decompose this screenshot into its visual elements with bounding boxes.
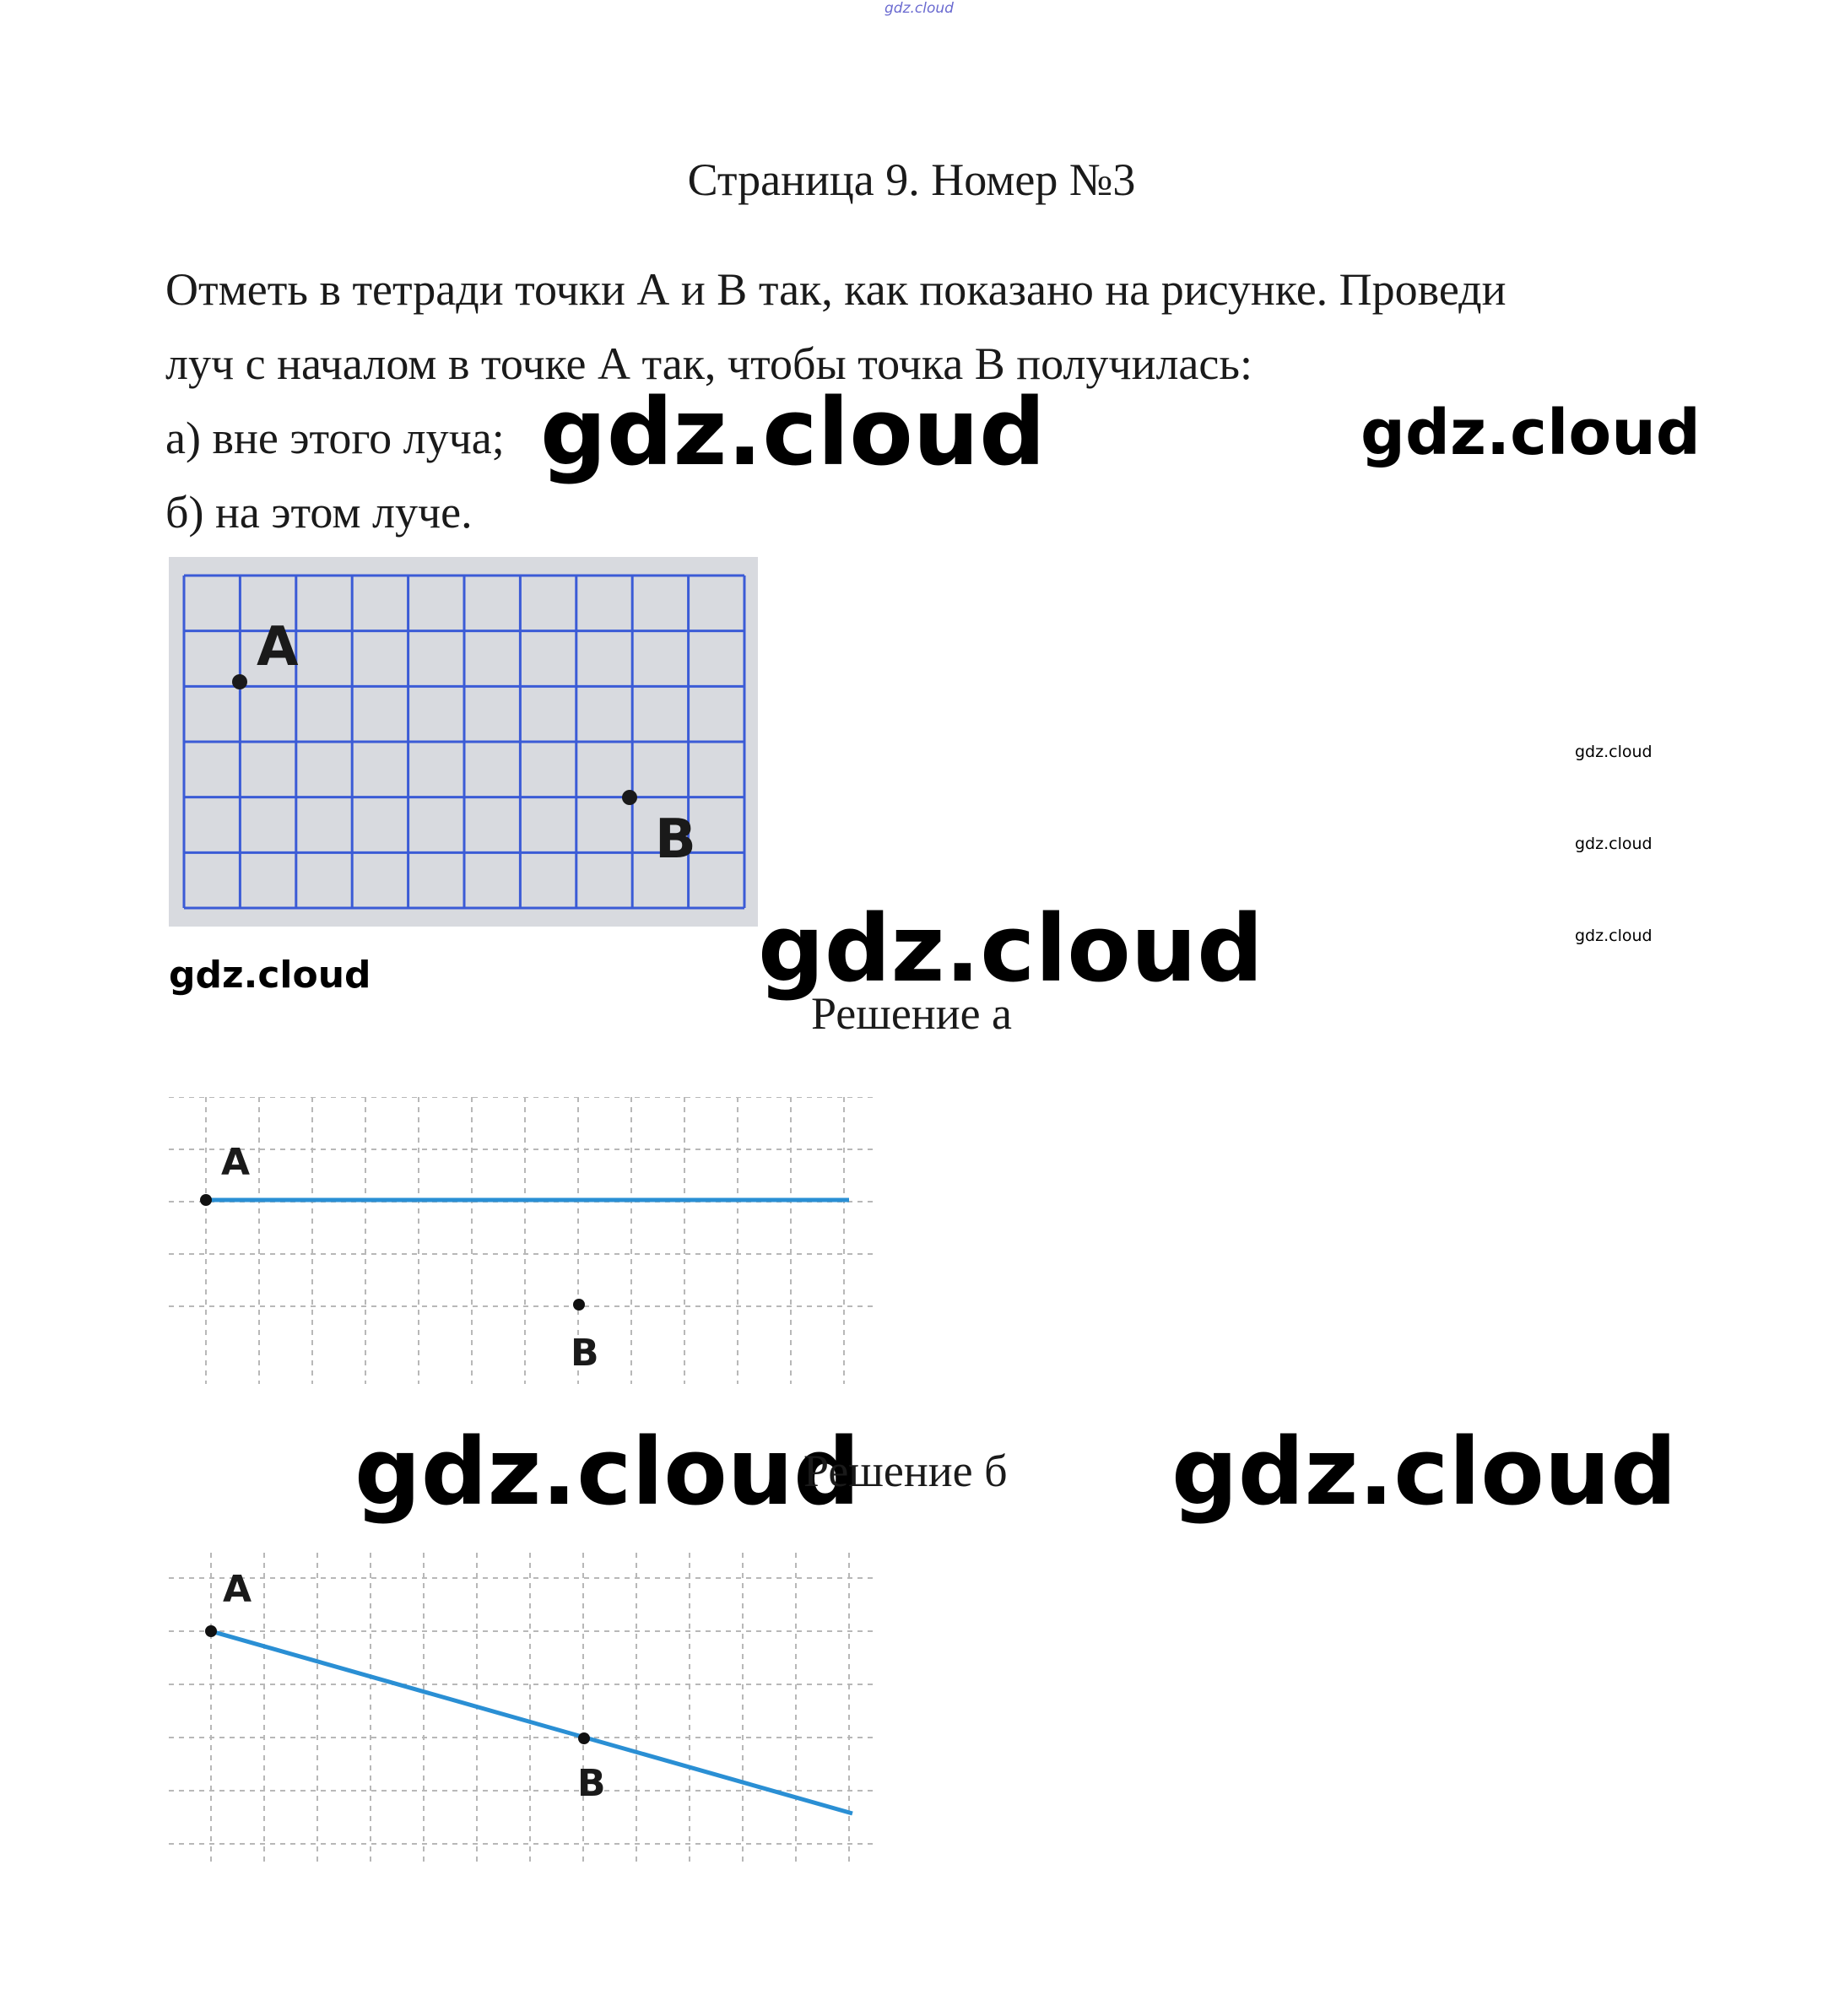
task-line-2: луч с началом в точке А так, чтобы точка В получилась: [165,338,1252,389]
watermark: gdz.cloud [758,894,1263,1003]
figure-point-a [232,674,247,689]
solution-a-title: Решение а [810,988,1013,1039]
solution-a-point-a [200,1194,212,1206]
figure-label-a: A [257,616,299,678]
watermark: gdz.cloud [354,1418,860,1526]
watermark: gdz.cloud [540,378,1046,486]
solution-b-ray [211,1631,852,1813]
solution-a-point-b [573,1299,585,1311]
watermark: gdz.cloud [169,954,371,997]
watermark: gdz.cloud [1575,743,1653,761]
solution-a-grid [169,1097,878,1384]
task-line-1: Отметь в тетради точки А и В так, как показано на рисунке. Проведи [165,264,1507,315]
solution-b-grid [169,1553,878,1865]
solution-b-title: Решение б [803,1446,1008,1496]
solution-a-diagram [169,1097,878,1392]
solution-a-label-b: B [571,1332,599,1375]
page-title: Страница 9. Номер №3 [687,154,1136,205]
solution-b-point-b [578,1732,590,1744]
solution-b-diagram [169,1553,878,1873]
solution-a-label-a: A [221,1141,251,1184]
watermark: gdz.cloud [1575,927,1653,945]
figure-point-b [622,790,637,805]
header-watermark: gdz.cloud [884,0,954,17]
task-item-a: а) вне этого луча; [165,413,505,463]
solution-b-point-a [205,1625,217,1637]
task-item-b: б) на этом луче. [165,487,473,538]
watermark: gdz.cloud [1575,835,1653,853]
watermark: gdz.cloud [1171,1418,1677,1526]
figure-label-b: B [655,808,696,871]
solution-b-label-b: B [577,1762,606,1805]
watermark: gdz.cloud [1360,397,1701,469]
task-figure [169,557,758,927]
solution-b-label-a: A [223,1568,252,1611]
